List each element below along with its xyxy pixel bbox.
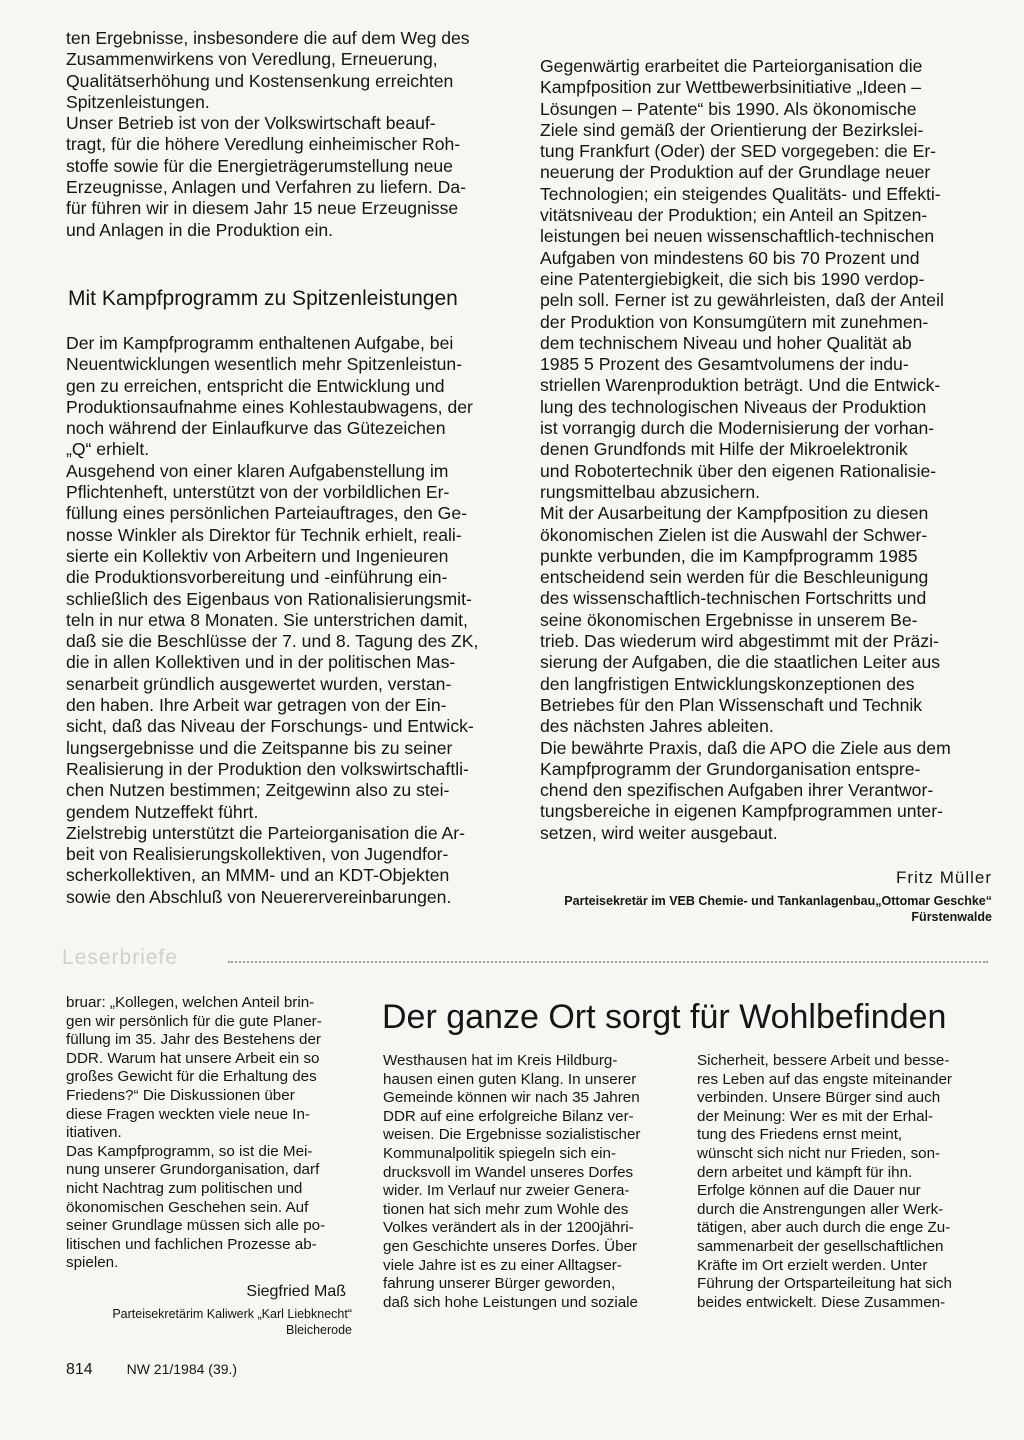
text-line: viele Jahre ist es zu einer Alltagser- xyxy=(383,1256,622,1274)
text-line: noch während der Einlaufkurve das Gütezeichen xyxy=(66,418,446,439)
text-line: tung Frankfurt (Oder) der SED vorgegeben: die Er- xyxy=(540,141,937,162)
author-role xyxy=(540,893,992,925)
text-line: res Leben auf das engste miteinander xyxy=(697,1070,952,1088)
text-line: verbinden. Unsere Bürger sind auch xyxy=(697,1089,941,1107)
text-line: ökonomischen Geschehen sein. Auf xyxy=(66,1198,309,1216)
paragraph xyxy=(66,28,520,241)
text-line: drucksvoll im Wandel unseres Dorfes xyxy=(383,1163,634,1181)
text-line: neuerung der Produktion auf der Grundlage neuer xyxy=(540,162,931,183)
section-label: Leserbriefe xyxy=(62,946,179,969)
text-line: fahrung unserer Bürger geworden, xyxy=(383,1275,616,1293)
text-line: ökonomischen Zielen ist die Auswahl der Schwer- xyxy=(540,524,928,545)
text-line: bruar: „Kollegen, welchen Anteil brin- xyxy=(66,994,315,1011)
text-line: weisen. Die Ergebnisse sozialistischer xyxy=(383,1126,641,1144)
paragraph xyxy=(540,56,992,844)
article-headline: Der ganze Ort sorgt für Wohlbefinden xyxy=(382,998,947,1036)
text-line: Volkes verändert als in der 1200jähri- xyxy=(383,1219,634,1237)
text-line: Kampfprogramm der Grundorganisation entspre- xyxy=(540,758,921,779)
text-line: nosse Winkler als Direktor für Technik erhielt, reali- xyxy=(66,524,462,545)
text-line: senarbeit gründlich ausgewertet wurden, verstan- xyxy=(66,673,452,694)
text-line: daß sie die Beschlüsse der 7. und 8. Tagung des ZK, xyxy=(66,631,479,652)
article-column-left xyxy=(66,333,520,908)
paragraph xyxy=(66,333,520,908)
text-line: Zusammenwirkens von Veredlung, Erneuerung, xyxy=(66,49,438,70)
page-number: 814 xyxy=(66,1361,93,1378)
text-line: seiner Grundlage müssen sich alle po- xyxy=(66,1217,326,1235)
text-line: Unser Betrieb ist von der Volkswirtschaft beauf- xyxy=(66,113,436,134)
text-line: Mit der Ausarbeitung der Kampfposition zu diesen xyxy=(540,503,929,524)
text-line: und Anlagen in die Produktion ein. xyxy=(66,219,334,240)
text-line: des wissenschaftlich-technischen Fortschritts und xyxy=(540,588,927,609)
text-line: Lösungen – Patente“ bis 1990. Als ökonomische xyxy=(540,98,917,119)
text-line: daß sich hohe Leistungen und soziale xyxy=(383,1293,638,1311)
text-line: Ziele sind gemäß der Orientierung der Bezirkslei- xyxy=(540,119,924,140)
text-line: Neuentwicklungen wesentlich mehr Spitzenleistun- xyxy=(66,354,463,375)
text-line: wider. Im Verlauf nur zweier Genera- xyxy=(383,1182,630,1200)
text-line: Betriebes für den Plan Wissenschaft und Technik xyxy=(540,694,923,715)
text-line: Westhausen hat im Kreis Hildburg- xyxy=(383,1052,618,1069)
text-line: Gegenwärtig erarbeitet die Parteiorganisation die xyxy=(540,56,923,76)
text-line: eine Patentergiebigkeit, die sich bis 1990 verdop- xyxy=(540,268,925,289)
article-column-left-top xyxy=(66,28,520,241)
text-line: leistungen bei neuen wissenschaftlich-technischen xyxy=(540,226,935,247)
text-line: sicht, daß das Niveau der Forschungs- und Entwick- xyxy=(66,716,474,737)
text-line: Führung der Ortsparteileitung hat sich xyxy=(697,1275,952,1293)
text-line: gen wir persönlich für die gute Planer- xyxy=(66,1012,322,1030)
text-line: lungsergebnisse und die Zeitspanne bis zu seiner xyxy=(66,737,453,758)
text-line: großes Gewicht für die Erhaltung des xyxy=(66,1068,317,1086)
text-line: gen Geschichte unseres Dorfes. Über xyxy=(383,1237,638,1255)
text-line: Kampfposition zur Wettbewerbsinitiative „Ideen – xyxy=(540,77,922,98)
text-line: lung des technologischen Niveaus der Produktion xyxy=(540,396,927,417)
text-line: Das Kampfprogramm, so ist die Mei- xyxy=(66,1142,313,1160)
text-line: denen Grundfonds mit Hilfe der Mikroelektronik xyxy=(540,439,908,460)
text-line: litischen und fachlichen Prozesse ab- xyxy=(66,1235,317,1253)
text-line: diese Fragen weckten viele neue In- xyxy=(66,1105,310,1123)
text-line: sowie den Abschluß von Neuerervereinbarungen. xyxy=(66,886,452,907)
text-line: durch die Anstrengungen aller Werk- xyxy=(697,1200,944,1218)
text-line: nung unserer Grundorganisation, darf xyxy=(66,1161,320,1179)
text-line: die in allen Kollektiven und in der politischen Mas- xyxy=(66,652,456,673)
text-line: „Q“ erhielt. xyxy=(66,439,150,460)
text-line: Spitzenleistungen. xyxy=(66,91,210,112)
text-line: spielen. xyxy=(66,1254,119,1272)
author-signature: Siegfried Maß xyxy=(246,1283,346,1300)
text-line: Die bewährte Praxis, daß die APO die Ziele aus dem xyxy=(540,737,951,758)
text-line: tätigen, aber auch durch die enge Zu- xyxy=(697,1219,951,1237)
text-line: Erzeugnisse, Anlagen und Verfahren zu liefern. Da- xyxy=(66,177,467,198)
text-line: Ausgehend von einer klaren Aufgabenstellung im xyxy=(66,460,449,481)
text-line: seine ökonomischen Ergebnisse in unserem Be- xyxy=(540,609,918,630)
text-line: dem technischem Niveau und hoher Qualität ab xyxy=(540,332,912,353)
text-line: schließlich des Eigenbaus von Rationalisierungsmit- xyxy=(66,588,472,609)
text-line: entscheidend sein werden für die Beschleunigung xyxy=(540,567,929,588)
author-signature: Fritz Müller xyxy=(895,868,992,887)
text-line: der Produktion von Konsumgütern mit zunehmen- xyxy=(540,311,929,332)
text-line: tungsbereiche in eigenen Kampfprogrammen unter- xyxy=(540,801,943,822)
letter-column-1 xyxy=(66,994,352,1273)
text-line: setzen, wird weiter ausgebaut. xyxy=(540,822,778,843)
text-line: Produktionsaufnahme eines Kohlestaubwagens, der xyxy=(66,396,473,417)
text-line: Gemeinde können wir nach 35 Jahren xyxy=(383,1089,640,1107)
text-line: tung des Friedens ernst meint, xyxy=(697,1126,903,1144)
text-line: und Robotertechnik über den eigenen Rationalisie- xyxy=(540,460,937,481)
text-line: den haben. Ihre Arbeit war getragen von der Ein- xyxy=(66,695,447,716)
author-role xyxy=(66,1306,352,1338)
text-line: chend den spezifischen Aufgaben ihrer Verantwor- xyxy=(540,780,934,801)
text-line: Aufgaben von mindestens 60 bis 70 Prozent und xyxy=(540,247,920,268)
text-line: Zielstrebig unterstützt die Parteiorganisation die Ar- xyxy=(66,822,465,843)
text-line: ist vorrangig durch die Modernisierung der vorhan- xyxy=(540,418,935,439)
text-line: Erfolge können auf die Dauer nur xyxy=(697,1182,921,1200)
paragraph xyxy=(383,1052,673,1312)
text-line: des nächsten Jahres ableiten. xyxy=(540,716,774,737)
text-line: 1985 5 Prozent des Gesamtvolumens der indu- xyxy=(540,354,909,375)
article-column-right xyxy=(540,56,992,844)
text-line: Qualitätserhöhung und Kostensenkung erreichten xyxy=(66,70,454,91)
text-line: tragt, für die höhere Veredlung einheimischer Roh- xyxy=(66,134,461,155)
text-line: trieb. Das wiederum wird abgestimmt mit der Präzi- xyxy=(540,631,939,652)
text-line: wünscht sich nicht nur Frieden, son- xyxy=(697,1144,941,1162)
text-line: vitätsniveau der Produktion; ein Anteil an Spitzen- xyxy=(540,205,928,226)
text-line: Parteisekretär xyxy=(112,1307,191,1321)
text-line: Kommunalpolitik spiegeln sich ein- xyxy=(383,1144,616,1162)
text-line: ten Ergebnisse, insbesondere die auf dem Weg des xyxy=(66,28,470,48)
text-line: hausen einen guten Klang. In unserer xyxy=(383,1070,637,1088)
text-line: Sicherheit, bessere Arbeit und besse- xyxy=(697,1052,950,1069)
section-divider xyxy=(228,961,988,963)
text-line: Realisierung in der Produktion den volkswirtschaftli- xyxy=(66,758,469,779)
text-line: nicht Nachtrag zum politischen und xyxy=(66,1179,303,1197)
text-line: beit von Realisierungskollektiven, von Jugendfor- xyxy=(66,844,449,865)
text-line: der Meinung: Wer es mit der Erhal- xyxy=(697,1107,934,1125)
text-line: den langfristigen Entwicklungskonzeptionen des xyxy=(540,673,915,694)
text-line: gen zu erreichen, entspricht die Entwicklung und xyxy=(66,375,445,396)
paragraph xyxy=(66,994,352,1273)
sub-heading: Mit Kampfprogramm zu Spitzenleistungen xyxy=(68,287,458,310)
text-line: stoffe sowie für die Energieträgerumstellung neue xyxy=(66,155,453,176)
page-footer xyxy=(66,1361,237,1379)
text-line: sierte ein Kollektiv von Arbeitern und Ingenieuren xyxy=(66,545,449,566)
text-line: Pflichtenheft, unterstützt von der vorbildlichen Er- xyxy=(66,482,450,503)
text-line: Parteisekretär im VEB Chemie- und Tankanlagenbau xyxy=(564,894,876,908)
text-line: beides entwickelt. Diese Zusammen- xyxy=(697,1293,946,1311)
text-line: rungsmittelbau abzusichern. xyxy=(540,481,761,502)
text-line: DDR auf eine erfolgreiche Bilanz ver- xyxy=(383,1107,634,1125)
letter-column-2 xyxy=(383,1052,673,1312)
text-line: Kräfte im Ort erzielt werden. Unter xyxy=(697,1256,928,1274)
text-line: chen Nutzen bestimmen; Zeitgewinn also zu stei- xyxy=(66,780,450,801)
text-line: sammenarbeit der gesellschaftlichen xyxy=(697,1237,944,1255)
text-line: Friedens?“ Die Diskussionen über xyxy=(66,1086,295,1104)
text-line: „Ottomar Geschke“ Fürstenwalde xyxy=(875,894,992,924)
text-line: scherkollektiven, an MMM- und an KDT-Objekten xyxy=(66,865,450,886)
text-line: striellen Warenproduktion beträgt. Und die Entwick- xyxy=(540,375,941,396)
text-line: DDR. Warum hat unsere Arbeit ein so xyxy=(66,1049,320,1067)
text-line: im Kaliwerk „Karl Liebknecht“ Bleicherode xyxy=(190,1307,352,1337)
letter-column-3 xyxy=(697,1052,989,1312)
text-line: für führen wir in diesem Jahr 15 neue Erzeugnisse xyxy=(66,198,459,219)
paragraph xyxy=(697,1052,989,1312)
text-line: sierung der Aufgaben, die die staatlichen Leiter aus xyxy=(540,652,941,673)
text-line: punkte verbunden, die im Kampfprogramm 1985 xyxy=(540,545,918,566)
text-line: tionen hat sich mehr zum Wohle des xyxy=(383,1200,629,1218)
text-line: gendem Nutzeffekt führt. xyxy=(66,801,259,822)
text-line: Technologien; ein steigendes Qualitäts- und Effekti- xyxy=(540,183,941,204)
text-line: teln in nur etwa 8 Monaten. Sie unterstrichen damit, xyxy=(66,609,468,630)
text-line: füllung im 35. Jahr des Bestehens der xyxy=(66,1031,321,1049)
text-line: füllung eines persönlichen Parteiauftrages, den Ge- xyxy=(66,503,467,524)
issue-label: NW 21/1984 (39.) xyxy=(126,1361,238,1377)
text-line: Der im Kampfprogramm enthaltenen Aufgabe, bei xyxy=(66,333,454,353)
text-line: dern arbeitet und kämpft für ihn. xyxy=(697,1163,913,1181)
text-line: die Produktionsvorbereitung und -einführung ein- xyxy=(66,567,448,588)
text-line: peln soll. Ferner ist zu gewährleisten, daß der Anteil xyxy=(540,290,944,311)
text-line: itiativen. xyxy=(66,1124,122,1142)
